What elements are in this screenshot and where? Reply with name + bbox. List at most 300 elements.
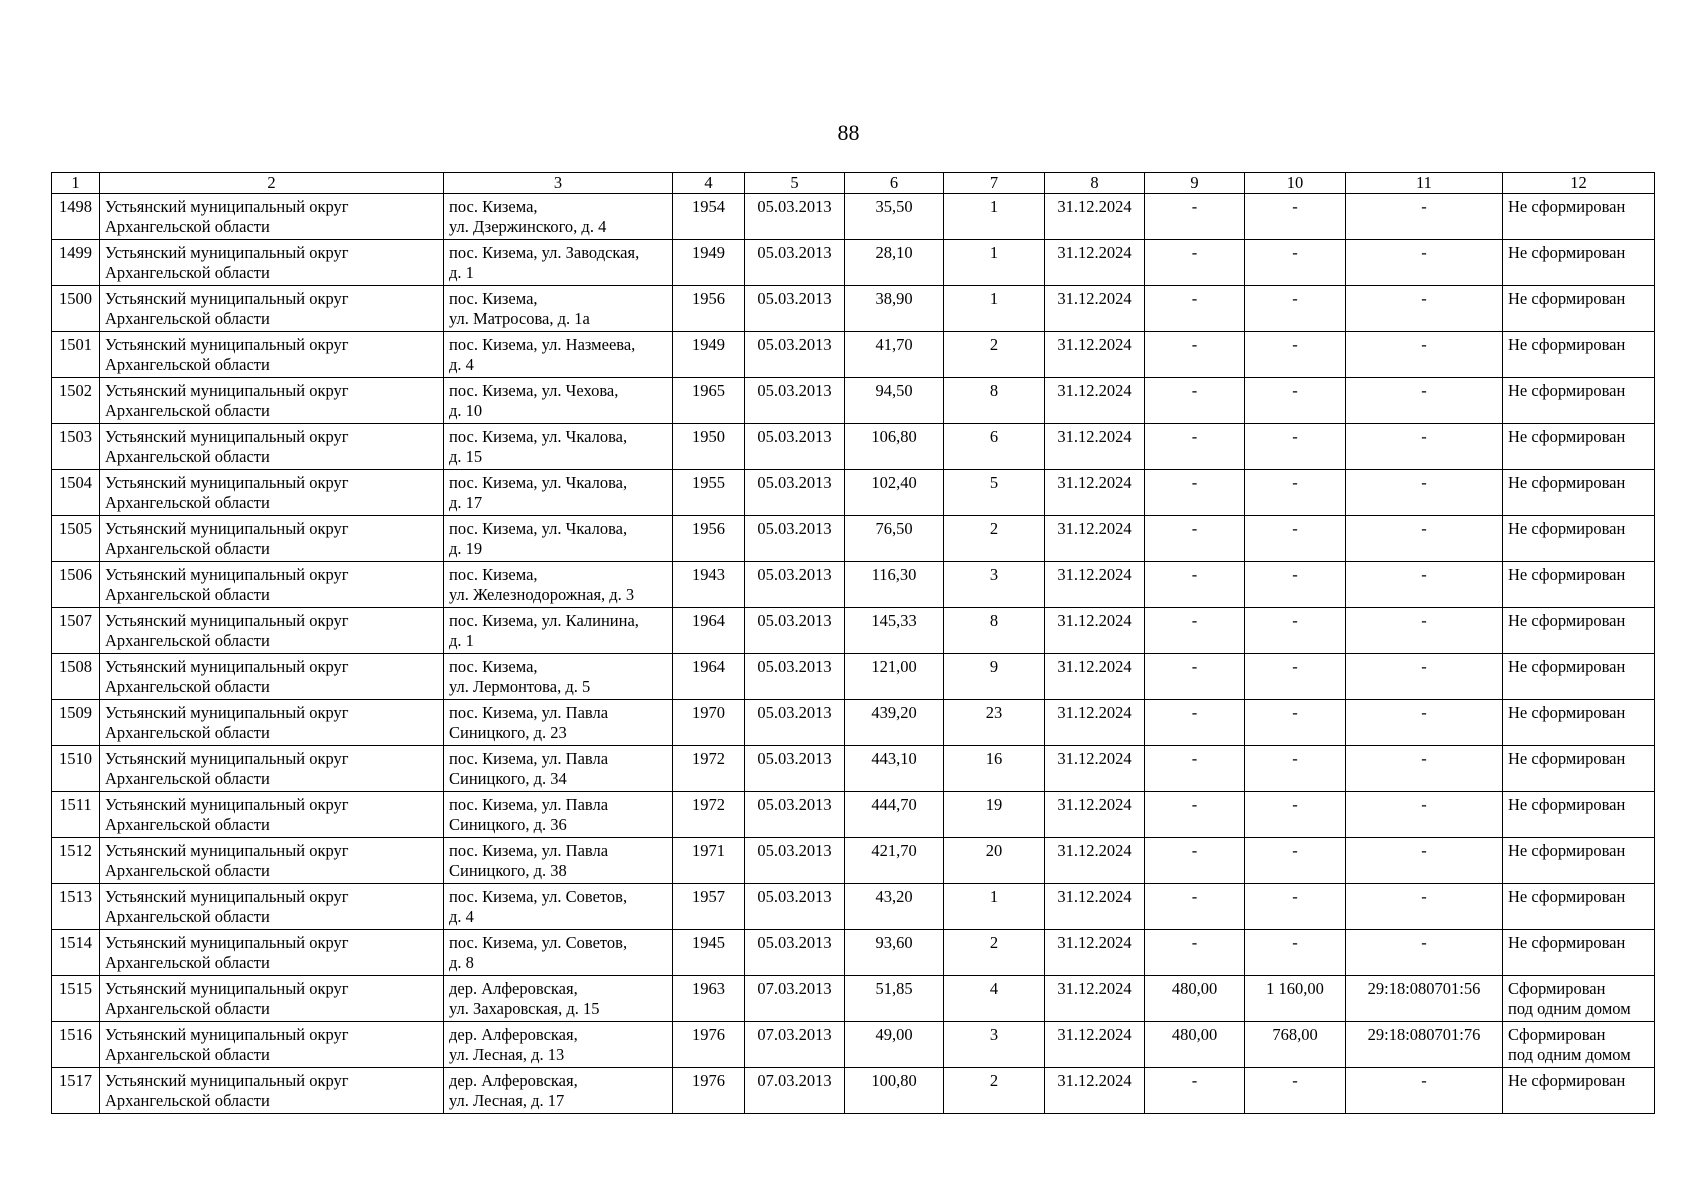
cell-address-line: ул. Матросова, д. 1а — [449, 309, 590, 328]
cell-address — [444, 700, 673, 746]
cell-address — [444, 792, 673, 838]
cell-municipality-line: Устьянский муниципальный округ — [105, 611, 349, 630]
cell-col9: - — [1145, 1068, 1245, 1114]
cell-area: 38,90 — [845, 286, 944, 332]
cell-deadline: 31.12.2024 — [1045, 378, 1145, 424]
cell-deadline: 31.12.2024 — [1045, 516, 1145, 562]
cell-address — [444, 378, 673, 424]
cell-col10: - — [1245, 378, 1346, 424]
cell-year: 1943 — [673, 562, 745, 608]
cell-col10: - — [1245, 792, 1346, 838]
cell-municipality — [100, 930, 444, 976]
cell-count: 23 — [944, 700, 1045, 746]
cell-col10: - — [1245, 654, 1346, 700]
cell-status — [1503, 654, 1655, 700]
cell-count: 6 — [944, 424, 1045, 470]
cell-address — [444, 470, 673, 516]
cell-col9: - — [1145, 378, 1245, 424]
cell-municipality-line: Архангельской области — [105, 217, 270, 236]
cell-date: 07.03.2013 — [745, 1068, 845, 1114]
cell-area: 443,10 — [845, 746, 944, 792]
cell-municipality-line: Архангельской области — [105, 493, 270, 512]
cell-col10: - — [1245, 516, 1346, 562]
table-row — [52, 884, 1655, 930]
cell-date: 05.03.2013 — [745, 654, 845, 700]
cell-cadastral: - — [1346, 700, 1503, 746]
cell-area: 102,40 — [845, 470, 944, 516]
cell-address-line: пос. Кизема, — [449, 197, 538, 216]
cell-status-line: Не сформирован — [1508, 657, 1626, 676]
cell-col10: - — [1245, 838, 1346, 884]
cell-number: 1507 — [52, 608, 100, 654]
cell-municipality — [100, 608, 444, 654]
cell-cadastral: 29:18:080701:56 — [1346, 976, 1503, 1022]
cell-municipality-line: Устьянский муниципальный округ — [105, 703, 349, 722]
cell-col9: - — [1145, 700, 1245, 746]
cell-count: 3 — [944, 1022, 1045, 1068]
cell-number: 1504 — [52, 470, 100, 516]
cell-status-line: под одним домом — [1508, 1045, 1631, 1064]
cell-municipality-line: Архангельской области — [105, 263, 270, 282]
cell-area: 51,85 — [845, 976, 944, 1022]
cell-status-line: Не сформирован — [1508, 565, 1626, 584]
cell-address — [444, 608, 673, 654]
cell-deadline: 31.12.2024 — [1045, 470, 1145, 516]
cell-col10: 1 160,00 — [1245, 976, 1346, 1022]
cell-count: 20 — [944, 838, 1045, 884]
cell-municipality — [100, 1068, 444, 1114]
cell-municipality-line: Архангельской области — [105, 539, 270, 558]
cell-year: 1976 — [673, 1068, 745, 1114]
cell-municipality — [100, 746, 444, 792]
cell-number: 1514 — [52, 930, 100, 976]
cell-status-line: Не сформирован — [1508, 841, 1626, 860]
cell-cadastral: - — [1346, 838, 1503, 884]
cell-area: 49,00 — [845, 1022, 944, 1068]
cell-status — [1503, 746, 1655, 792]
cell-area: 106,80 — [845, 424, 944, 470]
cell-count: 2 — [944, 930, 1045, 976]
cell-date: 05.03.2013 — [745, 608, 845, 654]
cell-year: 1963 — [673, 976, 745, 1022]
cell-date: 07.03.2013 — [745, 976, 845, 1022]
cell-date: 07.03.2013 — [745, 1022, 845, 1068]
cell-deadline: 31.12.2024 — [1045, 838, 1145, 884]
cell-municipality-line: Архангельской области — [105, 677, 270, 696]
cell-municipality-line: Устьянский муниципальный округ — [105, 427, 349, 446]
cell-count: 8 — [944, 378, 1045, 424]
cell-year: 1949 — [673, 240, 745, 286]
cell-col10: - — [1245, 884, 1346, 930]
cell-municipality-line: Устьянский муниципальный округ — [105, 979, 349, 998]
cell-col10: - — [1245, 930, 1346, 976]
cell-date: 05.03.2013 — [745, 562, 845, 608]
column-header-2: 2 — [100, 173, 444, 194]
cell-municipality-line: Архангельской области — [105, 723, 270, 742]
cell-count: 3 — [944, 562, 1045, 608]
cell-status-line: Не сформирован — [1508, 243, 1626, 262]
cell-address-line: д. 17 — [449, 493, 483, 512]
table-row — [52, 424, 1655, 470]
cell-area: 439,20 — [845, 700, 944, 746]
cell-col10: - — [1245, 562, 1346, 608]
cell-municipality — [100, 792, 444, 838]
cell-year: 1965 — [673, 378, 745, 424]
cell-area: 28,10 — [845, 240, 944, 286]
cell-cadastral: - — [1346, 930, 1503, 976]
cell-count: 8 — [944, 608, 1045, 654]
cell-municipality-line: Архангельской области — [105, 401, 270, 420]
cell-address — [444, 930, 673, 976]
cell-address-line: д. 8 — [449, 953, 474, 972]
cell-municipality-line: Устьянский муниципальный округ — [105, 749, 349, 768]
cell-municipality-line: Архангельской области — [105, 355, 270, 374]
page-number: 88 — [837, 120, 860, 145]
cell-address-line: пос. Кизема, ул. Чкалова, — [449, 519, 628, 538]
cell-municipality — [100, 654, 444, 700]
cell-count: 2 — [944, 332, 1045, 378]
cell-municipality-line: Архангельской области — [105, 769, 270, 788]
cell-status-line: Не сформирован — [1508, 887, 1626, 906]
cell-address-line: д. 4 — [449, 355, 474, 374]
cell-deadline: 31.12.2024 — [1045, 1068, 1145, 1114]
table-body — [52, 194, 1655, 1114]
cell-address — [444, 654, 673, 700]
cell-status — [1503, 838, 1655, 884]
table-row — [52, 838, 1655, 884]
cell-deadline: 31.12.2024 — [1045, 332, 1145, 378]
cell-col9: - — [1145, 884, 1245, 930]
cell-deadline: 31.12.2024 — [1045, 976, 1145, 1022]
table-row — [52, 792, 1655, 838]
cell-status — [1503, 194, 1655, 240]
cell-year: 1964 — [673, 654, 745, 700]
cell-count: 2 — [944, 516, 1045, 562]
cell-year: 1956 — [673, 286, 745, 332]
cell-count: 1 — [944, 194, 1045, 240]
table-row — [52, 378, 1655, 424]
cell-year: 1964 — [673, 608, 745, 654]
cell-municipality-line: Устьянский муниципальный округ — [105, 657, 349, 676]
cell-date: 05.03.2013 — [745, 516, 845, 562]
cell-date: 05.03.2013 — [745, 930, 845, 976]
cell-municipality-line: Архангельской области — [105, 999, 270, 1018]
cell-col9: - — [1145, 608, 1245, 654]
column-header-1: 1 — [52, 173, 100, 194]
cell-address — [444, 838, 673, 884]
cell-year: 1976 — [673, 1022, 745, 1068]
cell-number: 1503 — [52, 424, 100, 470]
cell-year: 1970 — [673, 700, 745, 746]
cell-address-line: дер. Алферовская, — [449, 1071, 578, 1090]
cell-number: 1515 — [52, 976, 100, 1022]
cell-col9: - — [1145, 286, 1245, 332]
cell-col9: - — [1145, 332, 1245, 378]
cell-col10: 768,00 — [1245, 1022, 1346, 1068]
cell-municipality-line: Устьянский муниципальный округ — [105, 795, 349, 814]
cell-address — [444, 562, 673, 608]
cell-address-line: ул. Лермонтова, д. 5 — [449, 677, 591, 696]
cell-address-line: пос. Кизема, ул. Павла — [449, 841, 609, 860]
cell-col9: - — [1145, 654, 1245, 700]
cell-address-line: ул. Лесная, д. 13 — [449, 1045, 565, 1064]
table-row — [52, 700, 1655, 746]
cell-status-line: Не сформирован — [1508, 611, 1626, 630]
cell-address — [444, 976, 673, 1022]
cell-number: 1499 — [52, 240, 100, 286]
header-row — [52, 173, 1655, 194]
cell-status — [1503, 792, 1655, 838]
cell-area: 76,50 — [845, 516, 944, 562]
cell-col10: - — [1245, 470, 1346, 516]
cell-address-line: дер. Алферовская, — [449, 1025, 578, 1044]
cell-year: 1972 — [673, 746, 745, 792]
cell-date: 05.03.2013 — [745, 240, 845, 286]
cell-cadastral: - — [1346, 194, 1503, 240]
cell-municipality-line: Архангельской области — [105, 861, 270, 880]
cell-col9: - — [1145, 240, 1245, 286]
cell-date: 05.03.2013 — [745, 838, 845, 884]
cell-municipality — [100, 976, 444, 1022]
table-row — [52, 746, 1655, 792]
cell-number: 1513 — [52, 884, 100, 930]
cell-municipality — [100, 194, 444, 240]
cell-municipality — [100, 470, 444, 516]
cell-count: 1 — [944, 884, 1045, 930]
cell-number: 1512 — [52, 838, 100, 884]
cell-col9: - — [1145, 792, 1245, 838]
cell-municipality — [100, 332, 444, 378]
cell-col9: - — [1145, 562, 1245, 608]
cell-municipality-line: Архангельской области — [105, 953, 270, 972]
cell-col10: - — [1245, 332, 1346, 378]
cell-municipality-line: Устьянский муниципальный округ — [105, 381, 349, 400]
table-row — [52, 332, 1655, 378]
column-header-9: 9 — [1145, 173, 1245, 194]
cell-year: 1950 — [673, 424, 745, 470]
cell-count: 19 — [944, 792, 1045, 838]
cell-year: 1956 — [673, 516, 745, 562]
cell-status — [1503, 608, 1655, 654]
cell-municipality-line: Архангельской области — [105, 631, 270, 650]
cell-municipality-line: Устьянский муниципальный округ — [105, 289, 349, 308]
cell-area: 94,50 — [845, 378, 944, 424]
cell-status-line: Не сформирован — [1508, 1071, 1626, 1090]
cell-status — [1503, 700, 1655, 746]
cell-address-line: пос. Кизема, ул. Чкалова, — [449, 473, 628, 492]
cell-address-line: пос. Кизема, ул. Заводская, — [449, 243, 640, 262]
cell-address-line: пос. Кизема, ул. Советов, — [449, 887, 628, 906]
cell-status-line: Не сформирован — [1508, 289, 1626, 308]
cell-status-line: Сформирован — [1508, 979, 1606, 998]
column-header-5: 5 — [745, 173, 845, 194]
cell-date: 05.03.2013 — [745, 884, 845, 930]
cell-status — [1503, 286, 1655, 332]
cell-number: 1500 — [52, 286, 100, 332]
cell-deadline: 31.12.2024 — [1045, 240, 1145, 286]
cell-year: 1954 — [673, 194, 745, 240]
cell-status — [1503, 470, 1655, 516]
cell-count: 16 — [944, 746, 1045, 792]
cell-address-line: Синицкого, д. 38 — [449, 861, 567, 880]
cell-number: 1510 — [52, 746, 100, 792]
table-row — [52, 654, 1655, 700]
cell-municipality-line: Устьянский муниципальный округ — [105, 841, 349, 860]
cell-status — [1503, 1068, 1655, 1114]
cell-municipality — [100, 884, 444, 930]
cell-number: 1517 — [52, 1068, 100, 1114]
cell-deadline: 31.12.2024 — [1045, 930, 1145, 976]
cell-number: 1501 — [52, 332, 100, 378]
cell-municipality-line: Устьянский муниципальный округ — [105, 197, 349, 216]
cell-area: 121,00 — [845, 654, 944, 700]
cell-cadastral: - — [1346, 562, 1503, 608]
cell-deadline: 31.12.2024 — [1045, 562, 1145, 608]
cell-col10: - — [1245, 1068, 1346, 1114]
cell-municipality — [100, 700, 444, 746]
cell-year: 1949 — [673, 332, 745, 378]
cell-col10: - — [1245, 424, 1346, 470]
cell-col9: - — [1145, 194, 1245, 240]
cell-address-line: пос. Кизема, ул. Чехова, — [449, 381, 619, 400]
cell-status — [1503, 976, 1655, 1022]
cell-status — [1503, 516, 1655, 562]
cell-address — [444, 1068, 673, 1114]
cell-address-line: пос. Кизема, — [449, 565, 538, 584]
table-row — [52, 516, 1655, 562]
cell-address-line: пос. Кизема, ул. Советов, — [449, 933, 628, 952]
cell-address-line: д. 15 — [449, 447, 483, 466]
cell-year: 1945 — [673, 930, 745, 976]
cell-area: 145,33 — [845, 608, 944, 654]
cell-municipality-line: Устьянский муниципальный округ — [105, 933, 349, 952]
cell-deadline: 31.12.2024 — [1045, 286, 1145, 332]
cell-date: 05.03.2013 — [745, 194, 845, 240]
cell-cadastral: - — [1346, 332, 1503, 378]
cell-status-line: Не сформирован — [1508, 197, 1626, 216]
cell-deadline: 31.12.2024 — [1045, 1022, 1145, 1068]
table-row — [52, 1022, 1655, 1068]
cell-address — [444, 884, 673, 930]
cell-deadline: 31.12.2024 — [1045, 194, 1145, 240]
column-header-11: 11 — [1346, 173, 1503, 194]
cell-cadastral: - — [1346, 608, 1503, 654]
cell-status-line: Не сформирован — [1508, 703, 1626, 722]
cell-municipality — [100, 1022, 444, 1068]
cell-status-line: Не сформирован — [1508, 473, 1626, 492]
cell-address-line: ул. Дзержинского, д. 4 — [449, 217, 607, 236]
table-row — [52, 286, 1655, 332]
cell-area: 93,60 — [845, 930, 944, 976]
cell-municipality — [100, 562, 444, 608]
cell-address-line: пос. Кизема, ул. Чкалова, — [449, 427, 628, 446]
cell-col9: 480,00 — [1145, 976, 1245, 1022]
table-row — [52, 562, 1655, 608]
cell-address-line: ул. Захаровская, д. 15 — [449, 999, 600, 1018]
cell-municipality — [100, 838, 444, 884]
column-header-12: 12 — [1503, 173, 1655, 194]
cell-address-line: д. 10 — [449, 401, 483, 420]
column-header-3: 3 — [444, 173, 673, 194]
cell-address — [444, 286, 673, 332]
cell-cadastral: - — [1346, 378, 1503, 424]
cell-col10: - — [1245, 286, 1346, 332]
cell-status — [1503, 1022, 1655, 1068]
table-row — [52, 608, 1655, 654]
cell-address-line: пос. Кизема, ул. Павла — [449, 795, 609, 814]
cell-status — [1503, 378, 1655, 424]
cell-number: 1506 — [52, 562, 100, 608]
cell-area: 43,20 — [845, 884, 944, 930]
cell-municipality-line: Устьянский муниципальный округ — [105, 1025, 349, 1044]
table-row — [52, 470, 1655, 516]
cell-area: 41,70 — [845, 332, 944, 378]
cell-address — [444, 332, 673, 378]
cell-address — [444, 1022, 673, 1068]
cell-address — [444, 194, 673, 240]
cell-number: 1498 — [52, 194, 100, 240]
cell-municipality — [100, 378, 444, 424]
cell-cadastral: - — [1346, 746, 1503, 792]
cell-col9: - — [1145, 838, 1245, 884]
cell-status — [1503, 332, 1655, 378]
cell-address-line: Синицкого, д. 36 — [449, 815, 567, 834]
cell-status — [1503, 884, 1655, 930]
cell-cadastral: 29:18:080701:76 — [1346, 1022, 1503, 1068]
cell-address — [444, 424, 673, 470]
cell-address — [444, 240, 673, 286]
cell-deadline: 31.12.2024 — [1045, 608, 1145, 654]
cell-status-line: Не сформирован — [1508, 749, 1626, 768]
cell-col10: - — [1245, 746, 1346, 792]
cell-date: 05.03.2013 — [745, 470, 845, 516]
cell-number: 1508 — [52, 654, 100, 700]
cell-year: 1972 — [673, 792, 745, 838]
cell-col10: - — [1245, 194, 1346, 240]
cell-deadline: 31.12.2024 — [1045, 424, 1145, 470]
cell-address-line: пос. Кизема, — [449, 657, 538, 676]
cell-address-line: пос. Кизема, ул. Павла — [449, 703, 609, 722]
cell-status — [1503, 424, 1655, 470]
table-row — [52, 976, 1655, 1022]
cell-area: 421,70 — [845, 838, 944, 884]
cell-municipality-line: Архангельской области — [105, 907, 270, 926]
cell-municipality — [100, 240, 444, 286]
cell-number: 1509 — [52, 700, 100, 746]
cell-status-line: Сформирован — [1508, 1025, 1606, 1044]
cell-number: 1516 — [52, 1022, 100, 1068]
cell-date: 05.03.2013 — [745, 700, 845, 746]
cell-status-line: Не сформирован — [1508, 427, 1626, 446]
cell-address-line: д. 4 — [449, 907, 474, 926]
cell-number: 1502 — [52, 378, 100, 424]
cell-date: 05.03.2013 — [745, 332, 845, 378]
cell-status — [1503, 240, 1655, 286]
cell-municipality — [100, 516, 444, 562]
cell-status-line: Не сформирован — [1508, 381, 1626, 400]
cell-date: 05.03.2013 — [745, 792, 845, 838]
cell-address-line: Синицкого, д. 23 — [449, 723, 567, 742]
cell-address-line: д. 19 — [449, 539, 483, 558]
cell-address-line: пос. Кизема, — [449, 289, 538, 308]
cell-cadastral: - — [1346, 516, 1503, 562]
cell-status-line: Не сформирован — [1508, 335, 1626, 354]
cell-col10: - — [1245, 240, 1346, 286]
cell-col10: - — [1245, 700, 1346, 746]
cell-date: 05.03.2013 — [745, 424, 845, 470]
cell-cadastral: - — [1346, 654, 1503, 700]
column-header-10: 10 — [1245, 173, 1346, 194]
